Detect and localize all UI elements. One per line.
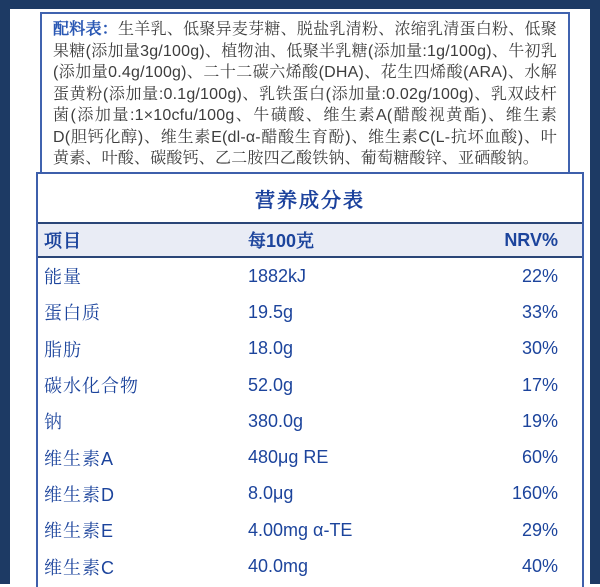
nutrition-table-body (38, 258, 582, 585)
row-item-label: 维生素E (44, 521, 115, 542)
row-item-label: 维生素C (44, 557, 115, 578)
row-item-label: 碳水化合物 (44, 376, 139, 397)
row-nrv: 17% (521, 374, 558, 395)
frame-top-strip (0, 0, 600, 9)
row-value: 380.0g (248, 410, 304, 431)
table-row-energy (38, 258, 582, 294)
row-value: 18.0g (248, 338, 294, 359)
table-row-vitamin-c (38, 548, 582, 584)
row-nrv: 22% (521, 265, 558, 286)
row-item-label: 维生素A (44, 448, 115, 469)
row-value: 19.5g (248, 301, 294, 322)
row-value: 8.0μg (248, 483, 294, 504)
row-item-label: 蛋白质 (44, 303, 101, 324)
table-row-protein (38, 294, 582, 330)
nutrition-table-panel (36, 172, 584, 587)
row-nrv: 40% (521, 556, 558, 577)
column-header-per100g: 每100克 (248, 231, 315, 251)
row-item-label: 维生素D (44, 484, 115, 505)
table-row-sodium (38, 403, 582, 439)
table-row-carbohydrate (38, 367, 582, 403)
frame-left-strip (0, 0, 10, 584)
row-value: 4.00mg α-TE (248, 519, 353, 540)
nutrition-table-title: 营养成分表 (255, 189, 365, 212)
frame-right-strip (590, 0, 600, 584)
row-nrv: 19% (521, 410, 558, 431)
column-header-nrv: NRV% (504, 229, 558, 250)
table-row-vitamin-e (38, 512, 582, 548)
row-item-label: 能量 (44, 267, 82, 288)
table-row-vitamin-a (38, 439, 582, 475)
row-nrv: 30% (521, 338, 558, 359)
row-value: 52.0g (248, 374, 294, 395)
nutrition-table-header-row (38, 222, 582, 258)
table-row-fat (38, 331, 582, 367)
row-item-label: 脂肪 (44, 339, 82, 360)
row-nrv: 29% (521, 519, 558, 540)
row-nrv: 160% (511, 483, 558, 504)
ingredients-text: 生羊乳、低聚异麦芽糖、脱盐乳清粉、浓缩乳清蛋白粉、低聚果糖(添加量3g/100g)、植物油、低聚半乳糖(添加量:1g/100g)、牛初乳(添加量0.4g/100g)、二十二碳六烯酸(DHA)、花生四烯酸(ARA)、水解蛋黄粉(添加量:0.1g/100g)、乳铁蛋白(添加量:0.02g/100g)、乳双歧杆菌(添加量:1×10cfu/100g、牛磺酸、维生素A(醋酸视黄酯)、维生素D(胆钙化醇)、维生素E(dl-α-醋酸生育酚)、维生素C(L-抗坏血酸)、叶黄素、叶酸、碳酸钙、乙二胺四乙酸铁钠、葡萄糖酸锌、亚硒酸钠。 (53, 21, 557, 167)
table-row-vitamin-d (38, 476, 582, 512)
ingredients-panel (40, 12, 570, 178)
row-value: 1882kJ (248, 265, 307, 286)
ingredients-label: 配料表： (53, 21, 119, 38)
column-header-item: 项目 (44, 231, 82, 251)
row-value: 480μg RE (248, 447, 329, 468)
row-nrv: 60% (521, 447, 558, 468)
row-value: 40.0mg (248, 556, 309, 577)
row-nrv: 33% (521, 301, 558, 322)
row-item-label: 钠 (44, 412, 63, 433)
